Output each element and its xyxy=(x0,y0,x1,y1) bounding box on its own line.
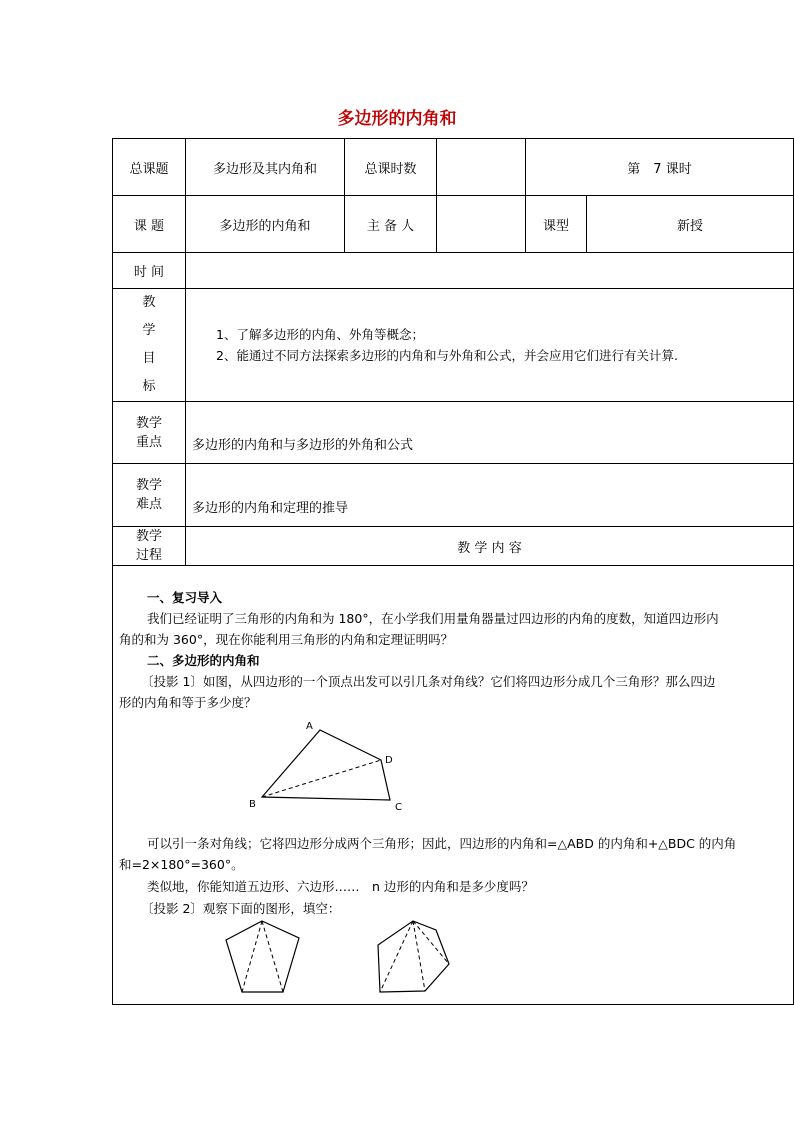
label-line: 过程 xyxy=(135,548,162,563)
paragraph: 〔投影 1〕如图，从四边形的一个顶点出发可以引几条对角线？它们将四边形分成几个三角形？那么四边 xyxy=(141,674,716,689)
vertex-label-c: C xyxy=(395,802,402,813)
diagonal-bd xyxy=(262,760,381,797)
label-line: 教学 xyxy=(135,478,162,493)
label-process xyxy=(113,527,186,566)
key-points-content xyxy=(186,402,794,464)
goal-item: 2、能通过不同方法探索多边形的内角和与外角和公式，并会应用它们进行有关计算. xyxy=(216,348,678,363)
key-points-text: 多边形的内角和与多边形的外角和公式 xyxy=(192,438,414,453)
paragraph: 角的和为 360°，现在你能利用三角形的内角和定理证明吗？ xyxy=(119,632,454,647)
label-line: 重点 xyxy=(135,434,162,450)
preparer-value xyxy=(437,196,526,253)
difficulties-text: 多边形的内角和定理的推导 xyxy=(192,501,349,516)
row-difficulties xyxy=(113,464,794,527)
goals-content xyxy=(186,289,794,402)
row-key-points xyxy=(113,402,794,464)
label-line: 难点 xyxy=(135,497,162,512)
label-key-points xyxy=(113,402,186,464)
row-total-topic xyxy=(113,139,794,196)
goals-label-char: 学 xyxy=(142,323,156,338)
paragraph: 类似地，你能知道五边形、六边形…… n 边形的内角和是多少度吗？ xyxy=(147,879,534,894)
paragraph: 和=2×180°=360°。 xyxy=(119,857,244,872)
goal-item: 1、了解多边形的内角、外角等概念； xyxy=(216,327,424,342)
lesson-number: 第 7 课时 xyxy=(526,139,794,196)
label-line: 教学 xyxy=(135,415,162,431)
total-topic-value: 多边形及其内角和 xyxy=(186,139,345,196)
document-title: 多边形的内角和 xyxy=(337,109,457,129)
row-content xyxy=(113,566,794,1005)
label-time: 时 间 xyxy=(113,253,186,289)
difficulties-content xyxy=(186,464,794,527)
hexagon-outline xyxy=(378,921,449,992)
hexagon-diagonal xyxy=(413,921,425,991)
vertex-label-d: D xyxy=(385,755,393,766)
section-heading: 一、复习导入 xyxy=(147,590,223,605)
row-time xyxy=(113,253,794,289)
pentagon-figure xyxy=(221,916,306,996)
pentagon-diagonal xyxy=(262,921,283,992)
pentagon-diagonal xyxy=(242,921,262,992)
pentagon-outline xyxy=(226,921,299,992)
goals-label-char: 教 xyxy=(142,295,156,310)
hexagon-figure xyxy=(373,916,453,996)
quadrilateral-figure xyxy=(243,716,413,816)
paragraph: 我们已经证明了三角形的内角和为 180°，在小学我们用量角器量过四边形的内角的度数，知道四边形内 xyxy=(147,611,719,626)
paragraph: 形的内角和等于多少度？ xyxy=(119,695,257,710)
goals-label-char: 目 xyxy=(142,351,156,366)
quadrilateral-outline xyxy=(262,730,390,800)
goals-label-char: 标 xyxy=(142,379,156,394)
vertex-label-a: A xyxy=(306,721,313,732)
topic-value: 多边形的内角和 xyxy=(186,196,345,253)
label-preparer: 主 备 人 xyxy=(345,196,437,253)
time-value xyxy=(186,253,794,289)
label-line: 教学 xyxy=(135,529,162,544)
label-total-topic: 总课题 xyxy=(113,139,186,196)
lesson-plan-table xyxy=(112,138,794,1005)
label-topic: 课 题 xyxy=(113,196,186,253)
process-header: 教 学 内 容 xyxy=(186,527,794,566)
row-goals xyxy=(113,289,794,402)
vertex-label-b: B xyxy=(249,799,256,810)
row-topic xyxy=(113,196,794,253)
label-goals xyxy=(113,289,186,402)
paragraph: 〔投影 2〕观察下面的图形，填空： xyxy=(141,901,341,916)
content-cell xyxy=(113,566,794,1005)
row-process xyxy=(113,527,794,566)
lesson-type-value: 新授 xyxy=(587,196,794,253)
label-lesson-type: 课型 xyxy=(526,196,587,253)
label-total-hours: 总课时数 xyxy=(345,139,437,196)
section-heading: 二、多边形的内角和 xyxy=(147,653,260,668)
label-difficulties xyxy=(113,464,186,527)
paragraph: 可以引一条对角线；它将四边形分成两个三角形；因此，四边形的内角和=△ABD 的内角和+△BDC 的内角 xyxy=(147,836,737,851)
total-hours-value xyxy=(437,139,526,196)
